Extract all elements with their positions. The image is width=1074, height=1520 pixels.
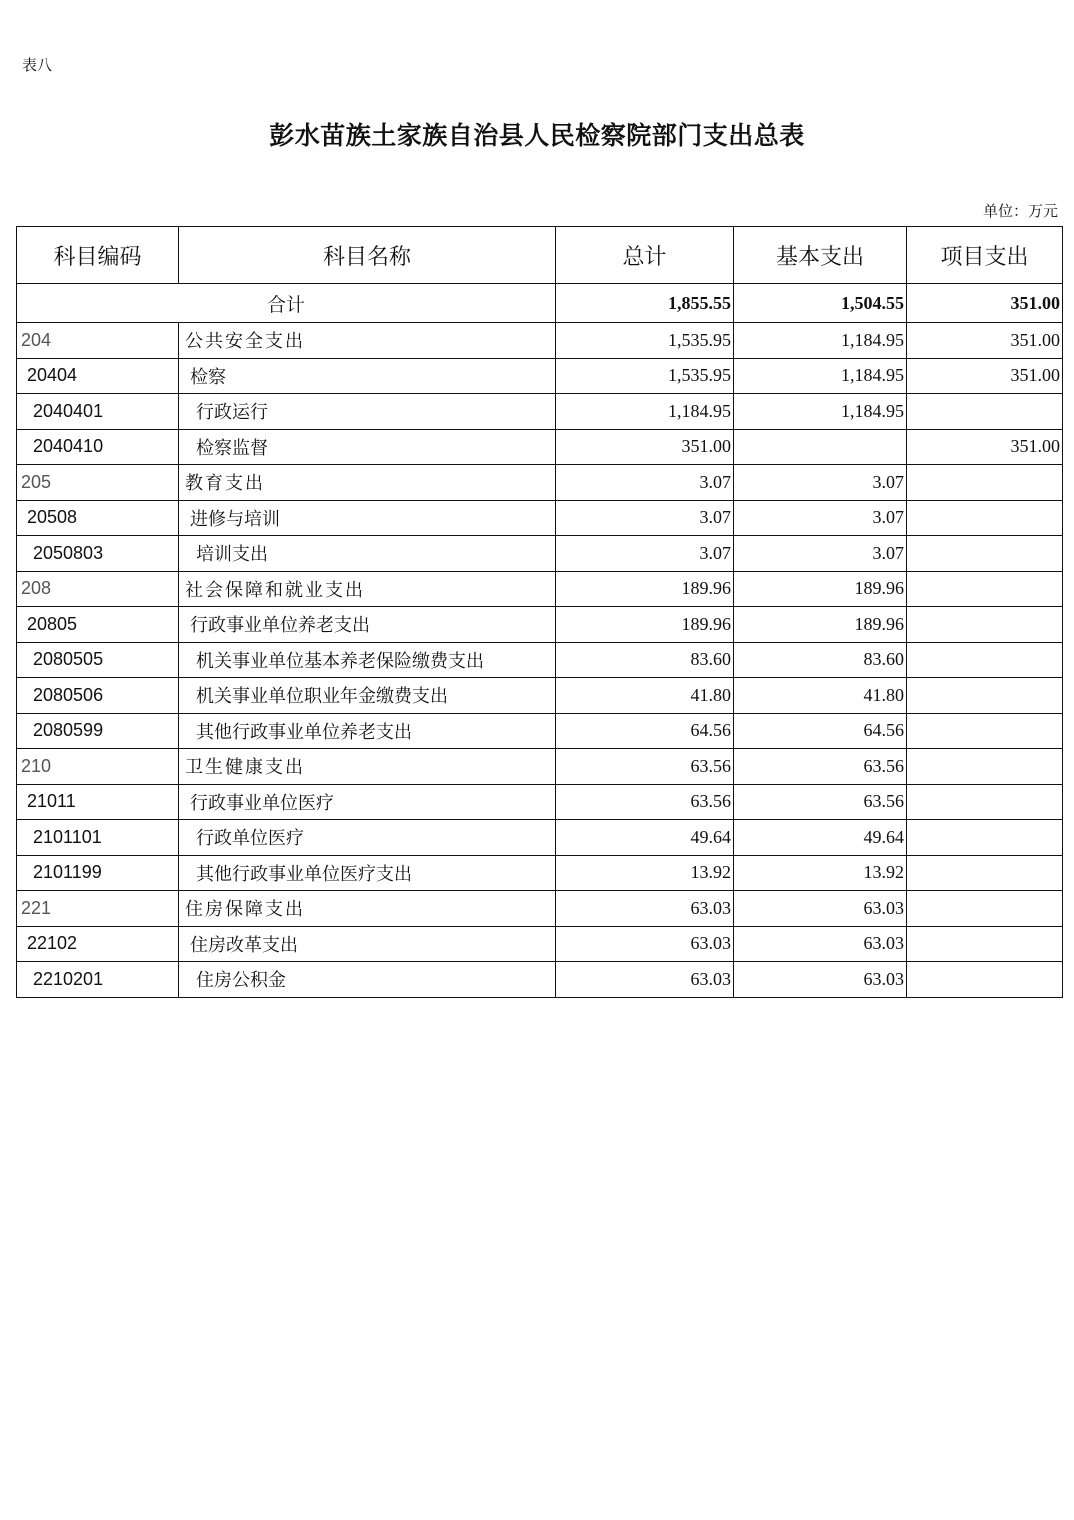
row-code: 22102	[17, 926, 179, 962]
table-row	[17, 358, 1063, 394]
table-row	[17, 571, 1063, 607]
row-total: 189.96	[556, 607, 734, 643]
row-project	[907, 607, 1063, 643]
row-basic: 64.56	[734, 713, 907, 749]
row-name: 培训支出	[179, 536, 556, 572]
row-total: 63.03	[556, 891, 734, 927]
table-row	[17, 429, 1063, 465]
row-basic: 1,184.95	[734, 394, 907, 430]
row-code: 2101199	[17, 855, 179, 891]
row-code: 208	[17, 571, 179, 607]
row-project	[907, 749, 1063, 785]
row-code: 21011	[17, 784, 179, 820]
table-row	[17, 678, 1063, 714]
row-project	[907, 500, 1063, 536]
row-project	[907, 926, 1063, 962]
row-project: 351.00	[907, 358, 1063, 394]
row-project: 351.00	[907, 429, 1063, 465]
header-total: 总计	[556, 227, 734, 284]
row-project: 351.00	[907, 323, 1063, 359]
row-total: 64.56	[556, 713, 734, 749]
row-basic: 189.96	[734, 571, 907, 607]
row-name: 机关事业单位基本养老保险缴费支出	[179, 642, 556, 678]
row-name: 行政事业单位养老支出	[179, 607, 556, 643]
row-basic: 63.03	[734, 926, 907, 962]
row-code: 20508	[17, 500, 179, 536]
row-name: 住房公积金	[179, 962, 556, 998]
header-row	[17, 227, 1063, 284]
row-project	[907, 962, 1063, 998]
total-label: 合计	[17, 284, 556, 323]
row-total: 3.07	[556, 465, 734, 501]
row-total: 3.07	[556, 536, 734, 572]
row-basic: 63.03	[734, 891, 907, 927]
row-basic: 63.56	[734, 749, 907, 785]
row-code: 2101101	[17, 820, 179, 856]
row-name: 卫生健康支出	[179, 749, 556, 785]
total-sum: 1,855.55	[556, 284, 734, 323]
total-basic: 1,504.55	[734, 284, 907, 323]
table-row	[17, 891, 1063, 927]
row-basic: 189.96	[734, 607, 907, 643]
row-name: 住房保障支出	[179, 891, 556, 927]
table-row	[17, 926, 1063, 962]
expenditure-table	[16, 226, 1063, 998]
row-basic: 41.80	[734, 678, 907, 714]
row-code: 2080599	[17, 713, 179, 749]
row-total: 63.03	[556, 926, 734, 962]
row-code: 20805	[17, 607, 179, 643]
table-row	[17, 749, 1063, 785]
row-project	[907, 394, 1063, 430]
row-project	[907, 784, 1063, 820]
row-name: 公共安全支出	[179, 323, 556, 359]
row-code: 2040410	[17, 429, 179, 465]
row-name: 行政单位医疗	[179, 820, 556, 856]
row-name: 检察	[179, 358, 556, 394]
row-basic: 1,184.95	[734, 358, 907, 394]
row-name: 行政运行	[179, 394, 556, 430]
table-row	[17, 642, 1063, 678]
header-basic: 基本支出	[734, 227, 907, 284]
table-row	[17, 536, 1063, 572]
row-total: 13.92	[556, 855, 734, 891]
row-project	[907, 536, 1063, 572]
row-total: 1,184.95	[556, 394, 734, 430]
row-basic: 49.64	[734, 820, 907, 856]
row-basic: 83.60	[734, 642, 907, 678]
row-basic: 13.92	[734, 855, 907, 891]
row-name: 住房改革支出	[179, 926, 556, 962]
row-code: 2080505	[17, 642, 179, 678]
header-name: 科目名称	[179, 227, 556, 284]
row-name: 社会保障和就业支出	[179, 571, 556, 607]
row-basic: 63.56	[734, 784, 907, 820]
table-row	[17, 820, 1063, 856]
row-code: 210	[17, 749, 179, 785]
table-row	[17, 394, 1063, 430]
unit-label: 单位：万元	[982, 202, 1058, 220]
row-name: 机关事业单位职业年金缴费支出	[179, 678, 556, 714]
row-basic	[734, 429, 907, 465]
row-total: 1,535.95	[556, 323, 734, 359]
row-project	[907, 713, 1063, 749]
row-name: 进修与培训	[179, 500, 556, 536]
row-basic: 1,184.95	[734, 323, 907, 359]
row-total: 3.07	[556, 500, 734, 536]
row-total: 63.56	[556, 749, 734, 785]
row-name: 其他行政事业单位医疗支出	[179, 855, 556, 891]
table-row	[17, 465, 1063, 501]
header-code: 科目编码	[17, 227, 179, 284]
row-total: 83.60	[556, 642, 734, 678]
table-row	[17, 962, 1063, 998]
row-name: 教育支出	[179, 465, 556, 501]
row-project	[907, 855, 1063, 891]
table-row	[17, 784, 1063, 820]
row-name: 行政事业单位医疗	[179, 784, 556, 820]
row-basic: 3.07	[734, 465, 907, 501]
page-title: 彭水苗族土家族自治县人民检察院部门支出总表	[269, 121, 805, 150]
table-row	[17, 500, 1063, 536]
header-project: 项目支出	[907, 227, 1063, 284]
row-total: 49.64	[556, 820, 734, 856]
row-code: 2210201	[17, 962, 179, 998]
row-basic: 3.07	[734, 500, 907, 536]
row-total: 189.96	[556, 571, 734, 607]
total-row	[17, 284, 1063, 323]
total-project: 351.00	[907, 284, 1063, 323]
row-name: 检察监督	[179, 429, 556, 465]
row-basic: 63.03	[734, 962, 907, 998]
row-project	[907, 642, 1063, 678]
row-project	[907, 571, 1063, 607]
table-row	[17, 713, 1063, 749]
row-total: 351.00	[556, 429, 734, 465]
row-code: 2040401	[17, 394, 179, 430]
row-code: 20404	[17, 358, 179, 394]
table-row	[17, 855, 1063, 891]
row-code: 2080506	[17, 678, 179, 714]
row-project	[907, 891, 1063, 927]
table-number: 表八	[22, 56, 53, 74]
row-project	[907, 820, 1063, 856]
row-total: 63.56	[556, 784, 734, 820]
row-name: 其他行政事业单位养老支出	[179, 713, 556, 749]
row-code: 205	[17, 465, 179, 501]
row-code: 2050803	[17, 536, 179, 572]
row-project	[907, 678, 1063, 714]
row-code: 204	[17, 323, 179, 359]
row-total: 1,535.95	[556, 358, 734, 394]
table-row	[17, 323, 1063, 359]
row-total: 63.03	[556, 962, 734, 998]
row-basic: 3.07	[734, 536, 907, 572]
row-total: 41.80	[556, 678, 734, 714]
table-row	[17, 607, 1063, 643]
row-project	[907, 465, 1063, 501]
row-code: 221	[17, 891, 179, 927]
